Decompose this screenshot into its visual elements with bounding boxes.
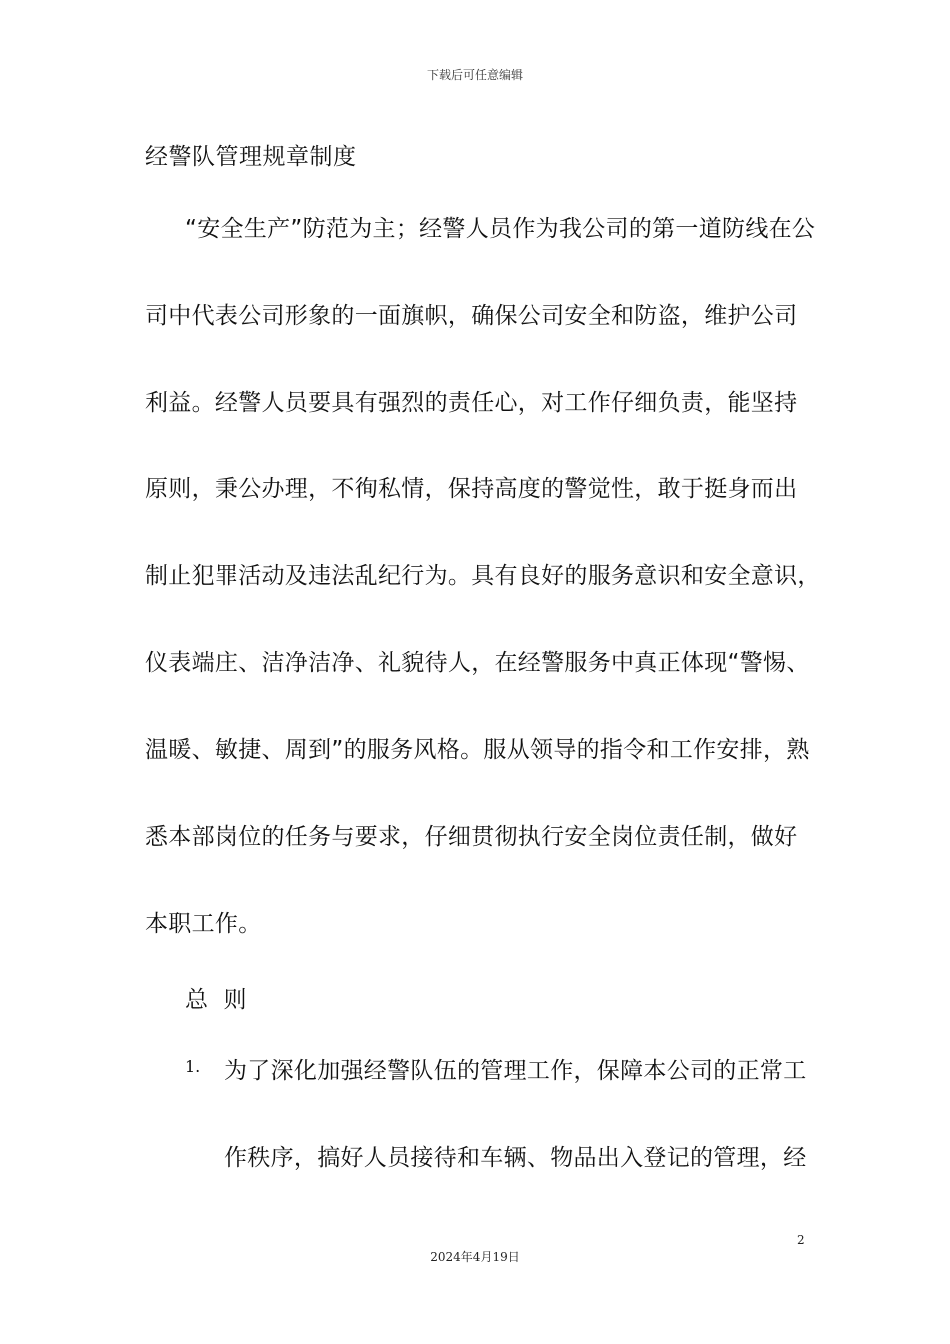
page-header: 下载后可任意编辑 <box>426 68 523 82</box>
document-title: 经警队管理规章制度 <box>145 144 357 170</box>
paragraph-line-4: 原则，秉公办理，不徇私情，保持高度的警觉性，敢于挺身而出 <box>145 476 798 502</box>
paragraph-line-7: 温暖、敏捷、周到”的服务风格。服从领导的指令和工作安排，熟 <box>145 737 810 763</box>
paragraph-line-6: 仪表端庄、洁净洁净、礼貌待人，在经警服务中真正体现“警惕、 <box>145 650 810 676</box>
list-item-line-2: 作秩序，搞好人员接待和车辆、物品出入登记的管理，经 <box>224 1145 807 1171</box>
section-heading: 总 则 <box>185 987 247 1013</box>
paragraph-line-5: 制止犯罪活动及违法乱纪行为。具有良好的服务意识和安全意识， <box>145 563 821 589</box>
paragraph-line-3: 利益。经警人员要具有强烈的责任心，对工作仔细负责，能坚持 <box>145 390 798 416</box>
paragraph-line-9: 本职工作。 <box>145 911 262 937</box>
footer-date: 2024年4月19日 <box>430 1250 520 1264</box>
list-item-line-1: 为了深化加强经警队伍的管理工作，保障本公司的正常工 <box>224 1058 807 1084</box>
paragraph-line-1: “安全生产”防范为主；经警人员作为我公司的第一道防线在公 <box>185 216 816 242</box>
list-item-number: 1. <box>185 1057 201 1076</box>
paragraph-line-2: 司中代表公司形象的一面旗帜，确保公司安全和防盗，维护公司 <box>145 303 798 329</box>
page-number: 2 <box>797 1233 805 1247</box>
paragraph-line-8: 悉本部岗位的任务与要求，仔细贯彻执行安全岗位责任制，做好 <box>145 824 798 850</box>
